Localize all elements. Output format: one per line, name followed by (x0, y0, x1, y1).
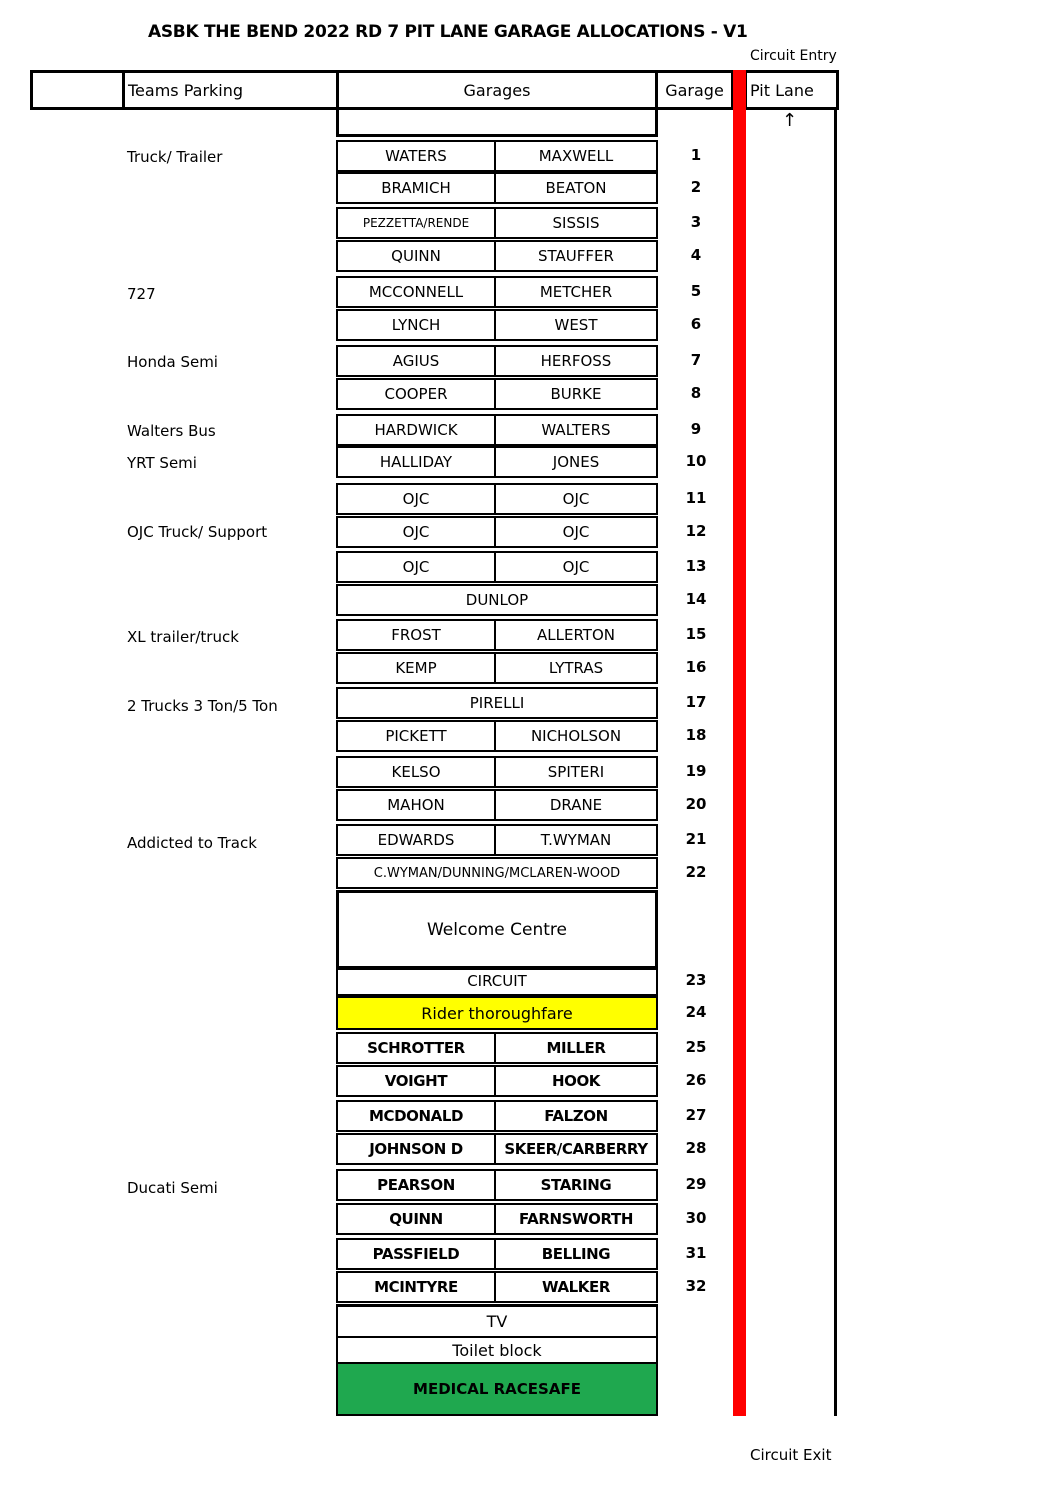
garage-cell-left: KELSO (336, 756, 496, 788)
garage-cell-left: KEMP (336, 652, 496, 684)
garage-number: 18 (685, 726, 707, 744)
garage-cell-right: OJC (494, 551, 658, 583)
parking-ducati-semi: Ducati Semi (127, 1179, 218, 1197)
circuit-entry-label: Circuit Entry (750, 48, 837, 64)
garage-number: 9 (690, 420, 702, 438)
pit-lane-red-line (733, 70, 746, 1416)
garage-cell-right: STAUFFER (494, 240, 658, 272)
parking-ojc-truck: OJC Truck/ Support (127, 523, 268, 541)
garage-number: 20 (685, 795, 707, 813)
header-teams-parking: Teams Parking (122, 70, 339, 110)
garage-number: 11 (685, 489, 707, 507)
garage-cell-right: ALLERTON (494, 619, 658, 651)
toilet-block-box: Toilet block (336, 1336, 658, 1364)
garage-number: 32 (685, 1277, 707, 1295)
garage-cell-right: OJC (494, 516, 658, 548)
garage-number: 26 (685, 1071, 707, 1089)
garage-number: 28 (685, 1139, 707, 1157)
garage-cell-full: CIRCUIT (336, 966, 658, 996)
garage-cell-left: QUINN (336, 240, 496, 272)
garage-number: 3 (690, 213, 702, 231)
garage-number: 1 (690, 146, 702, 164)
garage-cell-right: T.WYMAN (494, 824, 658, 856)
garage-number: 6 (690, 315, 702, 333)
garage-number: 16 (685, 658, 707, 676)
garage-number: 19 (685, 762, 707, 780)
parking-727: 727 (127, 285, 156, 303)
garage-cell-right: STARING (494, 1169, 658, 1201)
garage-cell-left: BRAMICH (336, 172, 496, 204)
garage-cell-left: PEARSON (336, 1169, 496, 1201)
garage-cell-right: MILLER (494, 1032, 658, 1064)
garage-number: 5 (690, 282, 702, 300)
garage-cell-full: DUNLOP (336, 584, 658, 616)
garage-number: 14 (685, 590, 707, 608)
garage-cell-left: VOIGHT (336, 1065, 496, 1097)
garage-cell-right: JONES (494, 446, 658, 478)
garage-number: 29 (685, 1175, 707, 1193)
garage-cell-left: PASSFIELD (336, 1238, 496, 1270)
garage-cell-right: HERFOSS (494, 345, 658, 377)
garage-cell-right: SPITERI (494, 756, 658, 788)
parking-yrt-semi: YRT Semi (127, 454, 197, 472)
garage-cell-right: METCHER (494, 276, 658, 308)
garage-cell-left: PICKETT (336, 720, 496, 752)
garage-cell-right: FARNSWORTH (494, 1203, 658, 1235)
garage-cell-left: MCCONNELL (336, 276, 496, 308)
garage-number: 17 (685, 693, 707, 711)
garage-number: 13 (685, 557, 707, 575)
medical-racesafe-box: MEDICAL RACESAFE (336, 1362, 658, 1416)
tv-box: TV (336, 1304, 658, 1338)
garage-cell-right: WALTERS (494, 414, 658, 446)
circuit-exit-label: Circuit Exit (750, 1446, 832, 1464)
garage-number: 23 (685, 971, 707, 989)
pit-lane-right-line (834, 107, 837, 1416)
garages-top-box (336, 107, 658, 137)
garage-number: 24 (685, 1003, 707, 1021)
garage-number: 2 (690, 178, 702, 196)
garage-cell-left: MAHON (336, 789, 496, 821)
garage-number: 10 (685, 452, 707, 470)
garage-cell-left: WATERS (336, 140, 496, 172)
garage-cell-right: NICHOLSON (494, 720, 658, 752)
header-garage: Garage (655, 70, 734, 110)
garage-cell-left: QUINN (336, 1203, 496, 1235)
garage-cell-right: SKEER/CARBERRY (494, 1133, 658, 1165)
garage-cell-left: JOHNSON D (336, 1133, 496, 1165)
garage-number: 22 (685, 863, 707, 881)
parking-two-trucks: 2 Trucks 3 Ton/5 Ton (127, 697, 278, 715)
garage-number: 15 (685, 625, 707, 643)
garage-cell-right: DRANE (494, 789, 658, 821)
garage-cell-right: BELLING (494, 1238, 658, 1270)
garage-cell-full: PIRELLI (336, 687, 658, 719)
garage-cell-full: Rider thoroughfare (336, 996, 658, 1030)
garage-number: 27 (685, 1106, 707, 1124)
garage-cell-left: COOPER (336, 378, 496, 410)
garage-cell-left: MCDONALD (336, 1100, 496, 1132)
garage-cell-right: BEATON (494, 172, 658, 204)
garage-number: 30 (685, 1209, 707, 1227)
parking-addicted-to-track: Addicted to Track (127, 834, 257, 852)
garage-number: 4 (690, 246, 702, 264)
garage-cell-left: OJC (336, 483, 496, 515)
garage-cell-right: LYTRAS (494, 652, 658, 684)
arrow-up-icon: ↑ (782, 110, 798, 131)
garage-cell-right: WALKER (494, 1271, 658, 1303)
parking-truck-trailer: Truck/ Trailer (127, 148, 223, 166)
garage-cell-right: HOOK (494, 1065, 658, 1097)
garage-number: 7 (690, 351, 702, 369)
garage-cell-left: EDWARDS (336, 824, 496, 856)
garage-cell-left: PEZZETTA/RENDE (336, 207, 496, 239)
header-blank (30, 70, 125, 110)
garage-number: 31 (685, 1244, 707, 1262)
parking-honda-semi: Honda Semi (127, 353, 218, 371)
garage-cell-left: AGIUS (336, 345, 496, 377)
parking-xl-trailer: XL trailer/truck (127, 628, 239, 646)
garage-cell-right: WEST (494, 309, 658, 341)
garage-cell-left: MCINTYRE (336, 1271, 496, 1303)
welcome-centre: Welcome Centre (336, 890, 658, 970)
garage-cell-right: BURKE (494, 378, 658, 410)
header-pit-lane: Pit Lane (744, 70, 839, 110)
garage-cell-left: HARDWICK (336, 414, 496, 446)
garage-number: 12 (685, 522, 707, 540)
garage-cell-left: SCHROTTER (336, 1032, 496, 1064)
parking-walters-bus: Walters Bus (127, 422, 216, 440)
garage-cell-left: LYNCH (336, 309, 496, 341)
garage-cell-left: OJC (336, 516, 496, 548)
garage-cell-left: HALLIDAY (336, 446, 496, 478)
garage-cell-left: FROST (336, 619, 496, 651)
garage-number: 8 (690, 384, 702, 402)
header-garages: Garages (336, 70, 658, 110)
garage-cell-right: SISSIS (494, 207, 658, 239)
page-title: ASBK THE BEND 2022 RD 7 PIT LANE GARAGE ALLOCATIONS - V1 (148, 22, 748, 42)
garage-cell-full: C.WYMAN/DUNNING/MCLAREN-WOOD (336, 857, 658, 889)
garage-cell-left: OJC (336, 551, 496, 583)
garage-number: 21 (685, 830, 707, 848)
garage-cell-right: FALZON (494, 1100, 658, 1132)
garage-number: 25 (685, 1038, 707, 1056)
garage-cell-right: MAXWELL (494, 140, 658, 172)
garage-cell-right: OJC (494, 483, 658, 515)
